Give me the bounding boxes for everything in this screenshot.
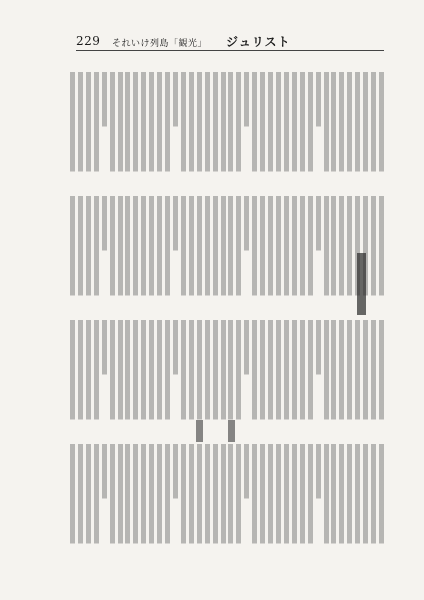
text-line xyxy=(70,196,75,304)
text-line xyxy=(78,72,83,180)
text-line xyxy=(316,444,321,503)
text-line xyxy=(308,196,313,304)
text-line xyxy=(308,444,313,552)
note-marker xyxy=(196,420,203,442)
text-line xyxy=(157,196,162,304)
text-line xyxy=(149,196,154,304)
text-line xyxy=(141,196,146,304)
text-line xyxy=(244,444,249,503)
text-line xyxy=(292,196,297,304)
text-line xyxy=(94,72,99,180)
text-line xyxy=(70,444,75,552)
text-line xyxy=(197,320,202,428)
text-line xyxy=(252,444,257,552)
text-line xyxy=(284,72,289,180)
text-line xyxy=(300,72,305,180)
text-line xyxy=(347,72,352,180)
text-line xyxy=(197,444,202,552)
text-line xyxy=(213,444,218,552)
text-line xyxy=(316,196,321,255)
text-line xyxy=(347,196,352,304)
text-line xyxy=(221,72,226,180)
text-line xyxy=(347,444,352,552)
text-line xyxy=(244,72,249,131)
text-line xyxy=(118,444,123,552)
text-line xyxy=(102,320,107,379)
text-line xyxy=(189,196,194,304)
text-line xyxy=(125,72,130,180)
text-line xyxy=(110,72,115,180)
text-line xyxy=(339,196,344,304)
text-line xyxy=(205,444,210,552)
text-line xyxy=(141,320,146,428)
text-line xyxy=(252,320,257,428)
text-column-band-4 xyxy=(70,444,384,552)
text-line xyxy=(181,444,186,552)
text-line xyxy=(78,196,83,304)
text-line xyxy=(331,72,336,180)
text-line xyxy=(125,196,130,304)
text-line xyxy=(157,320,162,428)
text-line xyxy=(221,444,226,552)
text-line xyxy=(292,444,297,552)
text-line xyxy=(141,444,146,552)
text-line xyxy=(300,320,305,428)
text-line xyxy=(173,196,178,255)
text-line xyxy=(102,444,107,503)
text-line xyxy=(268,196,273,304)
text-line xyxy=(205,72,210,180)
page-header xyxy=(76,30,384,52)
text-line xyxy=(110,320,115,428)
text-line xyxy=(379,196,384,304)
text-line xyxy=(165,444,170,552)
text-line xyxy=(118,196,123,304)
text-line xyxy=(197,72,202,180)
text-line xyxy=(165,320,170,428)
text-line xyxy=(118,72,123,180)
text-line xyxy=(300,444,305,552)
text-line xyxy=(276,72,281,180)
text-line xyxy=(316,320,321,379)
text-line xyxy=(110,444,115,552)
text-line xyxy=(371,72,376,180)
text-line xyxy=(236,444,241,552)
text-line xyxy=(339,72,344,180)
text-line xyxy=(86,444,91,552)
text-line xyxy=(197,196,202,304)
text-line xyxy=(125,320,130,428)
text-line xyxy=(165,196,170,304)
text-line xyxy=(331,320,336,428)
text-line xyxy=(236,320,241,428)
text-column-band-2 xyxy=(70,196,384,304)
text-line xyxy=(94,196,99,304)
text-line xyxy=(149,444,154,552)
text-line xyxy=(347,320,352,428)
text-line xyxy=(371,320,376,428)
text-line xyxy=(228,196,233,304)
text-line xyxy=(236,196,241,304)
text-line xyxy=(268,444,273,552)
text-line xyxy=(110,196,115,304)
text-line xyxy=(339,444,344,552)
text-line xyxy=(228,72,233,180)
text-line xyxy=(260,444,265,552)
page-number: 229 xyxy=(76,34,101,48)
text-line xyxy=(133,320,138,428)
text-line xyxy=(371,444,376,552)
text-line xyxy=(331,196,336,304)
text-line xyxy=(268,320,273,428)
text-line xyxy=(102,196,107,255)
text-line xyxy=(268,72,273,180)
text-line xyxy=(324,444,329,552)
text-line xyxy=(157,72,162,180)
text-column-band-1 xyxy=(70,72,384,180)
text-line xyxy=(149,72,154,180)
text-line xyxy=(331,444,336,552)
text-line xyxy=(260,72,265,180)
text-line xyxy=(221,196,226,304)
text-line xyxy=(213,320,218,428)
text-line xyxy=(252,72,257,180)
text-line xyxy=(316,72,321,131)
text-line xyxy=(189,444,194,552)
text-line xyxy=(276,444,281,552)
text-line xyxy=(355,444,360,552)
text-line xyxy=(173,72,178,131)
text-line xyxy=(363,72,368,180)
text-line xyxy=(133,72,138,180)
text-line xyxy=(133,196,138,304)
text-line xyxy=(213,196,218,304)
section-heading xyxy=(357,253,366,315)
text-line xyxy=(292,72,297,180)
text-line xyxy=(133,444,138,552)
text-line xyxy=(355,72,360,180)
running-title: それいけ列島「観光」 xyxy=(112,39,208,49)
text-line xyxy=(94,444,99,552)
text-line xyxy=(228,320,233,428)
text-line xyxy=(276,196,281,304)
text-line xyxy=(205,196,210,304)
text-line xyxy=(181,320,186,428)
text-line xyxy=(292,320,297,428)
journal-name: ジュリスト xyxy=(226,35,291,49)
text-line xyxy=(236,72,241,180)
text-line xyxy=(118,320,123,428)
text-line xyxy=(244,196,249,255)
text-line xyxy=(141,72,146,180)
text-column-band-3 xyxy=(70,320,384,428)
text-line xyxy=(189,320,194,428)
header-rule xyxy=(76,50,384,51)
text-line xyxy=(308,72,313,180)
text-line xyxy=(86,72,91,180)
text-line xyxy=(339,320,344,428)
text-line xyxy=(379,72,384,180)
text-line xyxy=(78,320,83,428)
text-line xyxy=(260,196,265,304)
text-line xyxy=(125,444,130,552)
text-line xyxy=(363,320,368,428)
text-line xyxy=(86,196,91,304)
text-line xyxy=(157,444,162,552)
text-line xyxy=(252,196,257,304)
text-line xyxy=(165,72,170,180)
text-line xyxy=(70,72,75,180)
text-line xyxy=(78,444,83,552)
text-line xyxy=(308,320,313,428)
text-line xyxy=(102,72,107,131)
text-line xyxy=(228,444,233,552)
text-line xyxy=(181,196,186,304)
text-line xyxy=(189,72,194,180)
text-line xyxy=(244,320,249,379)
text-line xyxy=(260,320,265,428)
text-line xyxy=(324,320,329,428)
text-line xyxy=(355,320,360,428)
note-marker xyxy=(228,420,235,442)
text-line xyxy=(213,72,218,180)
text-line xyxy=(363,444,368,552)
text-line xyxy=(70,320,75,428)
text-line xyxy=(324,72,329,180)
text-line xyxy=(94,320,99,428)
text-line xyxy=(181,72,186,180)
text-line xyxy=(276,320,281,428)
text-line xyxy=(205,320,210,428)
text-line xyxy=(300,196,305,304)
text-line xyxy=(379,444,384,552)
text-line xyxy=(379,320,384,428)
text-line xyxy=(284,320,289,428)
text-line xyxy=(284,444,289,552)
text-line xyxy=(173,320,178,379)
text-line xyxy=(86,320,91,428)
text-line xyxy=(284,196,289,304)
text-line xyxy=(221,320,226,428)
text-line xyxy=(371,196,376,304)
text-line xyxy=(149,320,154,428)
text-line xyxy=(324,196,329,304)
text-line xyxy=(173,444,178,503)
